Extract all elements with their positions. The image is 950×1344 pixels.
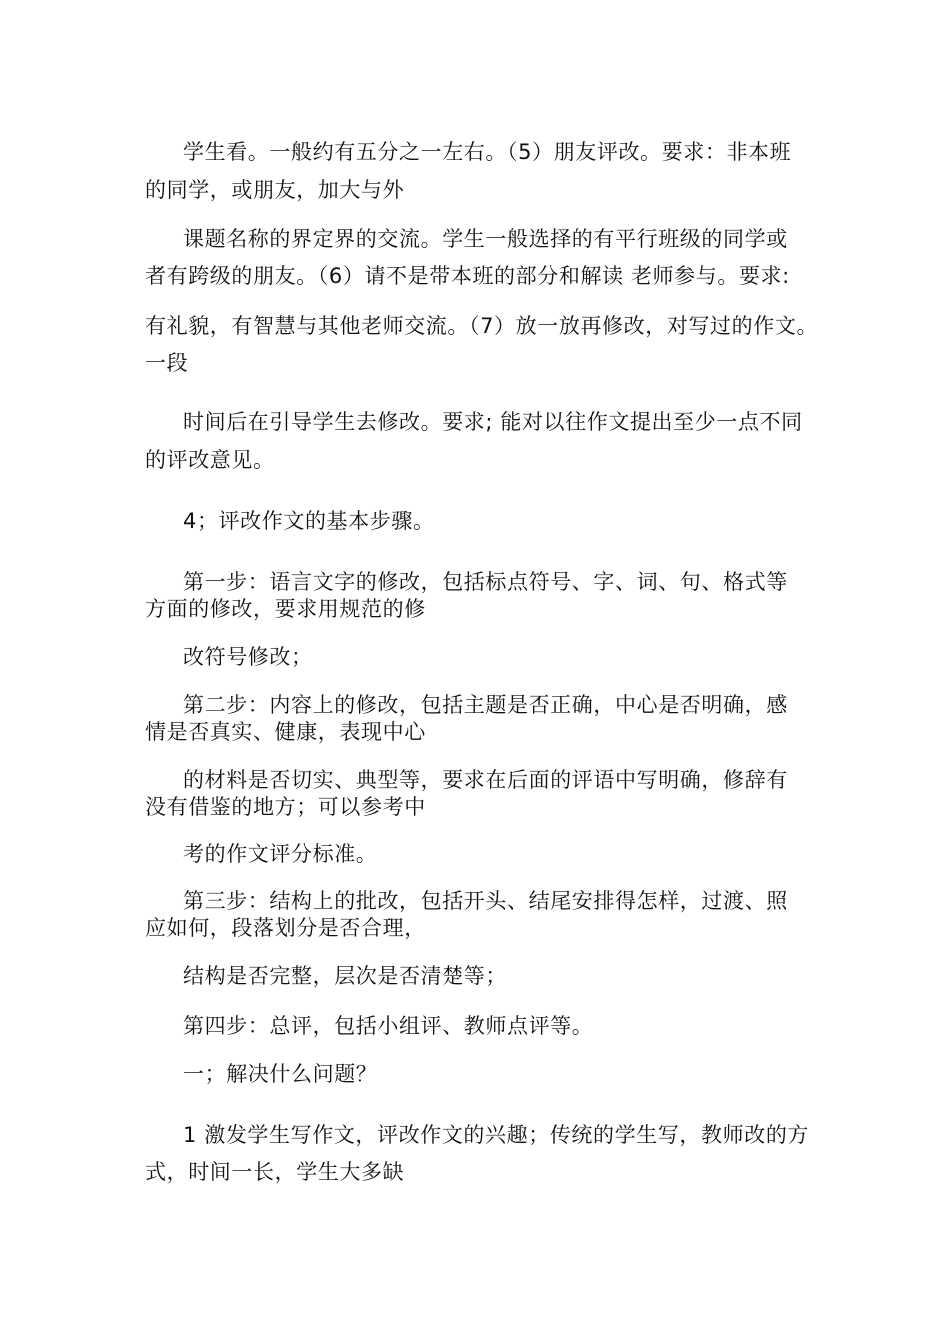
text-line: 第一步：语言文字的修改，包括标点符号、字、词、句、格式等 (183, 570, 788, 594)
text-line: 方面的修改，要求用规范的修 (145, 597, 426, 621)
text-line: 第二步：内容上的修改，包括主题是否正确，中心是否明确，感 (183, 693, 788, 717)
text-line: 没有借鉴的地方；可以参考中 (145, 795, 426, 819)
text-line: 结构是否完整，层次是否清楚等； (183, 964, 507, 988)
text-line: 的评改意见。 (145, 448, 275, 472)
text-line: 的同学，或朋友，加大与外 (145, 178, 405, 202)
text-line: 时间后在引导学生去修改。要求; 能对以往作文提出至少一点不同 (183, 410, 803, 434)
text-line: 改符号修改； (183, 645, 313, 669)
text-line: 考的作文评分标准。 (183, 842, 378, 866)
text-line: 课题名称的界定界的交流。学生一般选择的有平行班级的同学或 (183, 227, 788, 251)
text-line: 第三步：结构上的批改，包括开头、结尾安排得怎样，过渡、照 (183, 889, 788, 913)
section-heading: 一；解决什么问题？ (183, 1062, 378, 1086)
text-line: 有礼貌，有智慧与其他老师交流。（7）放一放再修改，对写过的作文。 (145, 314, 819, 338)
text-line: 1 激发学生写作文，评改作文的兴趣；传统的学生写，教师改的方 (183, 1123, 810, 1147)
text-line: 的材料是否切实、典型等，要求在后面的评语中写明确，修辞有 (183, 768, 788, 792)
text-line: 一段 (145, 351, 189, 375)
text-line: 者有跨级的朋友。（6）请不是带本班的部分和解读 老师参与。要求: (145, 264, 790, 288)
text-line: 式，时间一长，学生大多缺 (145, 1160, 405, 1184)
text-line: 第四步：总评，包括小组评、教师点评等。 (183, 1014, 594, 1038)
section-heading: 4；评改作文的基本步骤。 (183, 509, 435, 533)
text-line: 应如何，段落划分是否合理， (145, 916, 426, 940)
text-line: 学生看。一般约有五分之一左右。（5）朋友评改。要求：非本班 (183, 140, 792, 164)
text-line: 情是否真实、健康，表现中心 (145, 720, 426, 744)
